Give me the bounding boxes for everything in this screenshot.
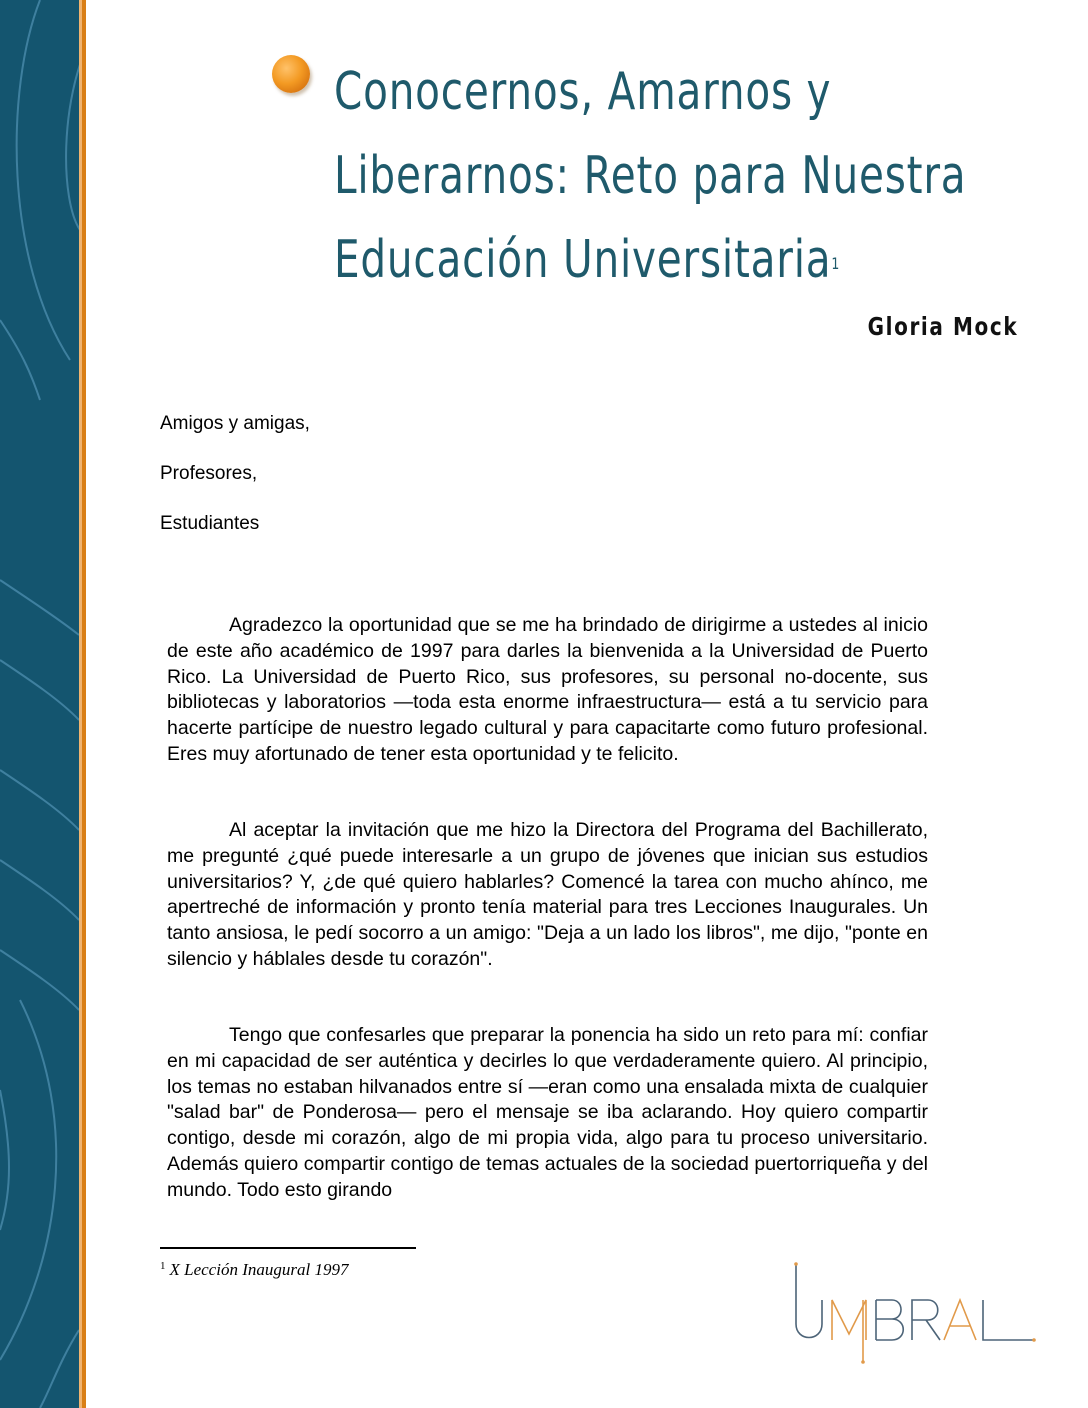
title-line-1: Conocernos, Amarnos y — [334, 62, 832, 122]
logo-letter-l — [983, 1300, 1033, 1340]
title-line-3: Educación Universitaria — [334, 230, 832, 290]
decorative-sidebar — [0, 0, 79, 1408]
logo-letter-a — [944, 1300, 976, 1340]
salutation-line: Estudiantes — [160, 513, 260, 534]
footnote-divider — [160, 1247, 416, 1249]
salutation-line: Profesores, — [160, 463, 258, 484]
body-paragraph: Tengo que confesarles que preparar la ponencia ha sido un reto para mí: confiar en mi capacidad de ser auténtica y decirles lo que verdaderamente quiero. Al principio, los temas no estaban hilvanados entre sí —eran como una ensalada mixta de cualquier "salad bar" de Ponderosa— pero el mensaje se iba aclarando. Hoy quiero compartir contigo, desde mi corazón, algo de mi propia vida, algo para tu proceso universitario. Además quiero compartir contigo de temas actuales de la sociedad puertorriqueña y del mundo. Todo esto girando — [167, 1024, 928, 1201]
footnote — [160, 1260, 348, 1280]
author-name: Gloria Mock — [867, 312, 1018, 341]
sidebar-stripe-orange — [82, 0, 86, 1408]
document-title — [334, 50, 1059, 302]
logo-letter-r — [912, 1300, 940, 1340]
footnote-text: X Lección Inaugural 1997 — [169, 1260, 349, 1279]
logo-letter-m — [832, 1300, 866, 1340]
logo-letter-b — [876, 1300, 903, 1340]
title-line-2: Liberarnos: Reto para Nuestra — [334, 146, 967, 206]
orange-bullet-icon — [272, 55, 310, 93]
title-footnote-mark[interactable]: 1 — [831, 254, 841, 273]
body-paragraph: Al aceptar la invitación que me hizo la Directora del Programa del Bachillerato, me pregunté ¿qué puede interesarle a un grupo de jóvenes que inician sus estudios universitarios? Y, ¿de qué quiero hablarles? Comencé la tarea con mucho ahínco, me apertreché de información y pronto tenía material para tres Lecciones Inaugurales. Un tanto ansiosa, le pedí socorro a un amigo: "Deja a un lado los libros", me dijo, "ponte en silencio y háblales desde tu corazón". — [167, 819, 928, 970]
body-paragraph: Agradezco la oportunidad que se me ha brindado de dirigirme a ustedes al inicio de este año académico de 1997 para darles la bienvenida a la Universidad de Puerto Rico. La Universidad de Puerto Rico, sus profesores, su personal no-docente, sus bibliotecas y laboratorios —toda esta enorme infraestructura— está a tu servicio para hacerte partícipe de nuestro legado cultural y para capacitarte como futuro profesional. Eres muy afortunado de tener esta oportunidad y te felicito. — [167, 614, 928, 765]
umbral-logo — [786, 1252, 1046, 1372]
salutation-line: Amigos y amigas, — [160, 413, 310, 434]
footnote-number: 1 — [160, 1260, 166, 1272]
sidebar-curves — [0, 0, 79, 1408]
logo-letter-u — [796, 1264, 822, 1338]
